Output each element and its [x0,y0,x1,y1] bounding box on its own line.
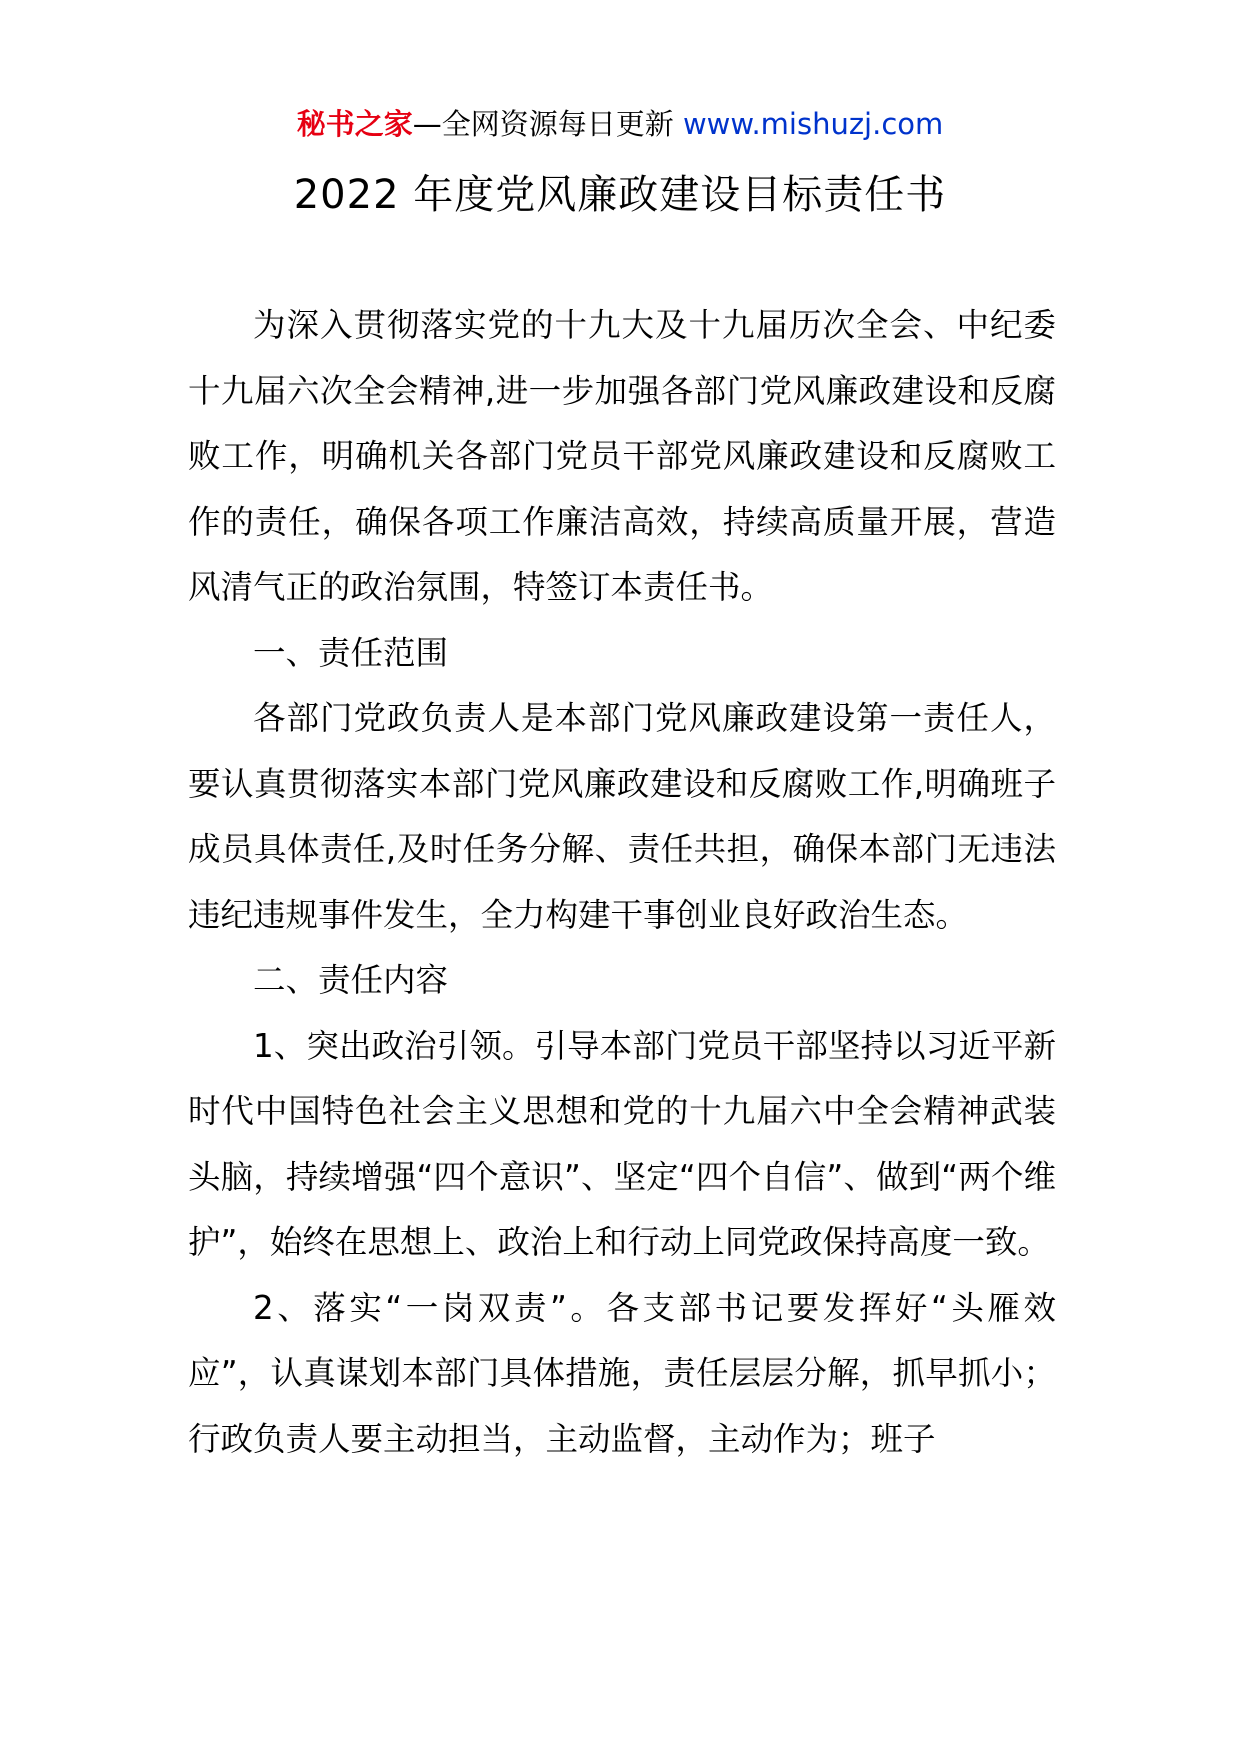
intro-paragraph: 为深入贯彻落实党的十九大及十九届历次全会、中纪委十九届六次全会精神,进一步加强各部门党风廉政建设和反腐败工作，明确机关各部门党员干部党风廉政建设和反腐败工作的责任，确保各项工作廉洁高效，持续高质量开展，营造风清气正的政治氛围，特签订本责任书。 [188,306,1056,606]
section-heading-scope: 一、责任范围 [253,633,449,672]
site-url-link[interactable]: www.mishuzj.com [682,107,944,141]
page-header [0,102,1240,146]
section-heading-content: 二、责任内容 [253,961,449,999]
scope-paragraph: 各部门党政负责人是本部门党风廉政建设第一责任人，要认真贯彻落实本部门党风廉政建设和反腐败工作,明确班子成员具体责任,及时任务分解、责任共担，确保本部门无违法违纪违规事件发生，全力构建干事创业良好政治生态。 [188,699,1056,934]
document-title: 2022 年度党风廉政建设目标责任书 [293,172,947,218]
header-tagline: —全网资源每日更新 [412,107,674,141]
content-item-1: 1、突出政治引领。引导本部门党员干部坚持以习近平新时代中国特色社会主义思想和党的十九届六中全会精神武装头脑，持续增强“四个意识”、坚定“四个自信”、做到“两个维护”，始终在思想上、政治上和行动上同党政保持高度一致。 [188,1026,1056,1261]
document-body [188,293,1056,1472]
brand-name: 秘书之家 [296,107,413,141]
content-item-2: 2、落实“一岗双责”。各支部书记要发挥好“头雁效应”，认真谋划本部门具体措施，责任层层分解，抓早抓小；行政负责人要主动担当，主动监督，主动作为；班子 [188,1288,1056,1458]
